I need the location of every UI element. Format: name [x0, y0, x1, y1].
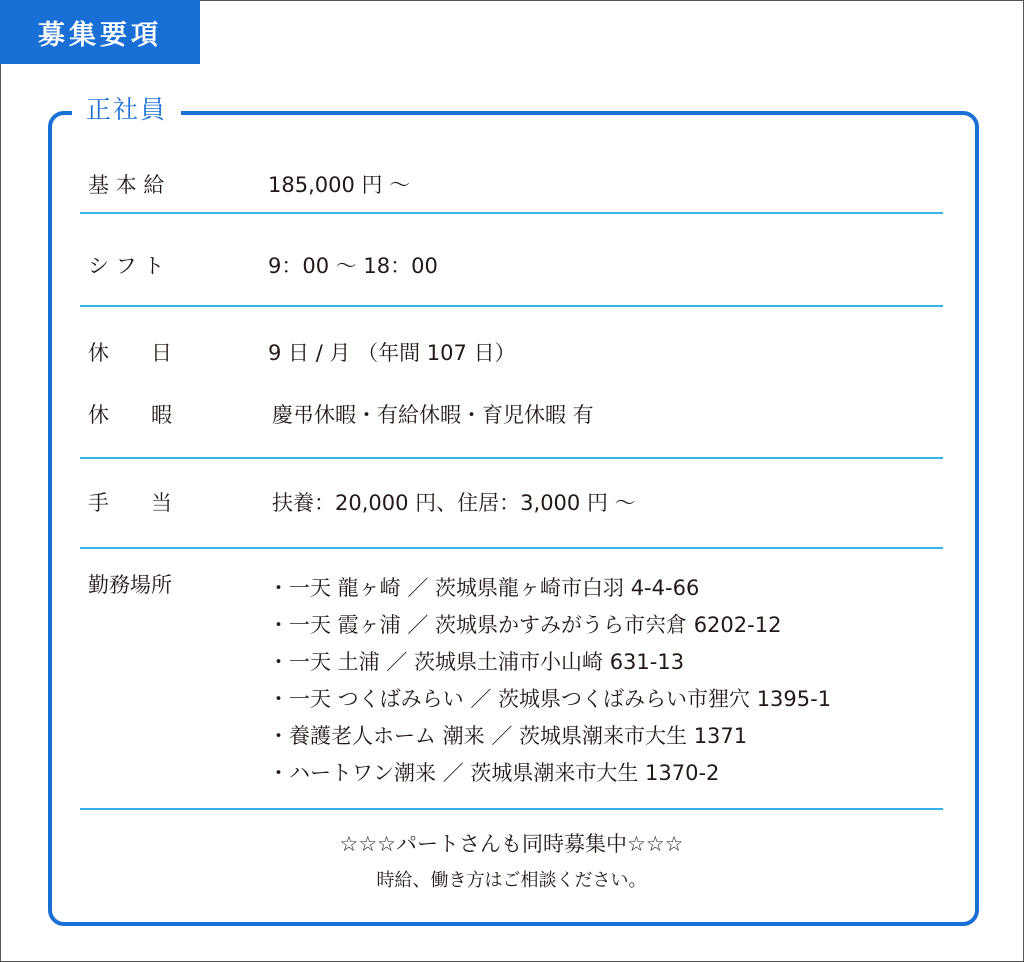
salary-label: 基 本 給: [88, 173, 165, 197]
locations-label: 勤務場所: [88, 573, 172, 597]
divider: [80, 457, 943, 459]
list-item: ・ハートワン潮来 ／ 茨城県潮来市大生 1370-2: [268, 761, 720, 785]
allowance-value: 扶養：20,000 円、住居：3,000 円 ～: [272, 491, 636, 515]
list-item: ・一天 土浦 ／ 茨城県土浦市小山崎 631-13: [268, 650, 685, 674]
shift-value: 9：00 ～ 18：00: [268, 254, 438, 278]
divider: [80, 305, 943, 307]
divider: [80, 808, 943, 810]
employment-type-label: 正社員: [72, 92, 181, 128]
consultation-note: 時給、働き方はご相談ください。: [376, 870, 647, 891]
page-title: 募集要項: [0, 0, 200, 64]
job-details-box: [48, 111, 979, 926]
divider: [80, 547, 943, 549]
list-item: ・一天 つくばみらい ／ 茨城県つくばみらい市狸穴 1395-1: [268, 687, 832, 711]
divider: [80, 212, 943, 214]
list-item: ・一天 龍ヶ崎 ／ 茨城県龍ヶ崎市白羽 4-4-66: [268, 576, 700, 600]
list-item: ・養護老人ホーム 潮来 ／ 茨城県潮来市大生 1371: [268, 724, 748, 748]
shift-label: シ フ ト: [88, 254, 165, 278]
list-item: ・一天 霞ヶ浦 ／ 茨城県かすみがうら市宍倉 6202-12: [268, 613, 782, 637]
locations-list: [268, 570, 831, 792]
holidays-value: 9 日 / 月 （年間 107 日）: [268, 341, 516, 365]
holidays-label: 休 日: [88, 341, 172, 365]
salary-value: 185,000 円 ～: [268, 173, 411, 197]
part-time-notice: ☆☆☆パートさんも同時募集中☆☆☆: [339, 832, 684, 856]
allowance-label: 手 当: [88, 491, 172, 515]
leave-label: 休 暇: [88, 403, 172, 427]
leave-value: 慶弔休暇・有給休暇・育児休暇 有: [272, 403, 594, 427]
